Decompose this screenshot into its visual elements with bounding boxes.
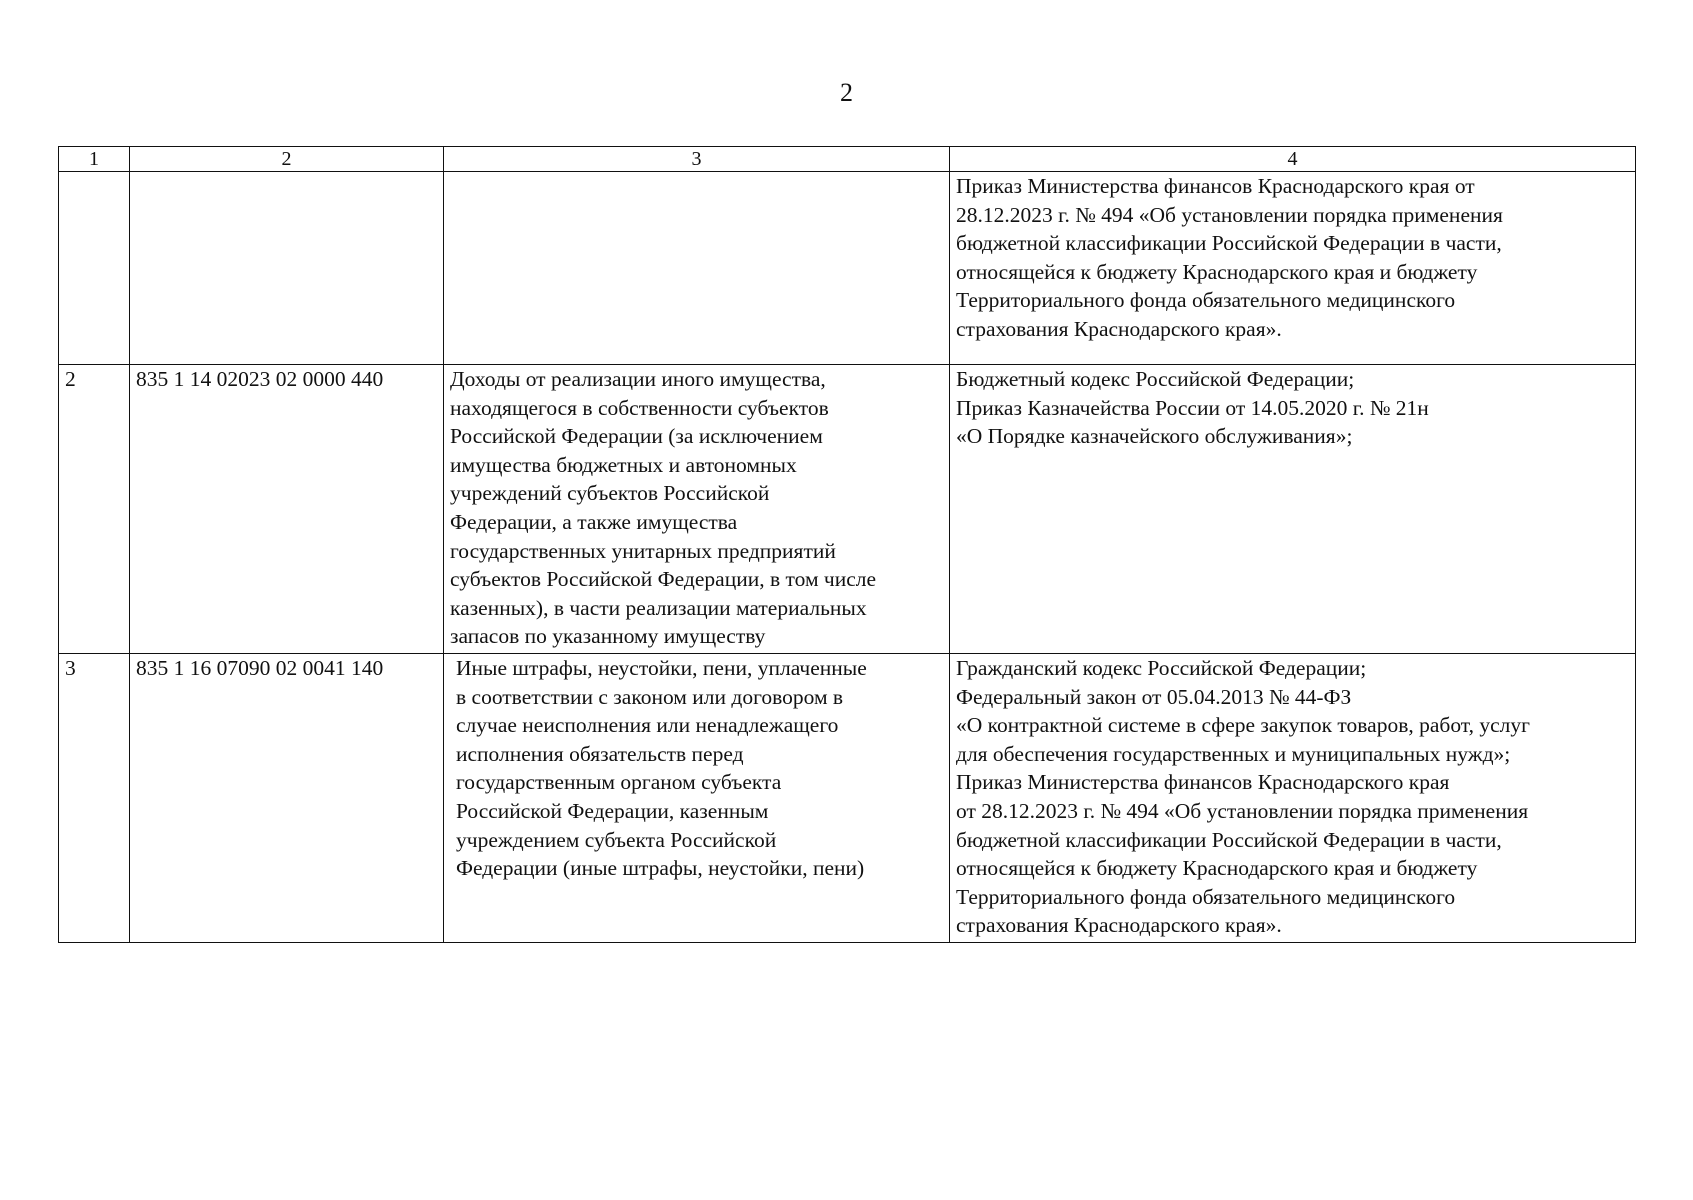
description-line: исполнения обязательств перед [456, 741, 744, 766]
budget-code-cell: 835 1 16 07090 02 0041 140 [130, 654, 444, 943]
legal-basis-line: Приказ Казначейства России от 14.05.2020 г. № 21н [956, 395, 1429, 420]
budget-income-table [58, 146, 1636, 943]
column-number-1: 1 [59, 147, 130, 172]
legal-basis-line: для обеспечения государственных и муниципальных нужд»; [956, 741, 1511, 766]
row-number-cell: 3 [59, 654, 130, 943]
description-line: Российской Федерации (за исключением [450, 424, 823, 449]
row-number-cell [59, 172, 130, 365]
table-header-row [59, 147, 1636, 172]
description-line: Российской Федерации, казенным [456, 798, 769, 823]
column-number-3: 3 [444, 147, 950, 172]
table-row [59, 365, 1636, 654]
income-description-cell [444, 654, 950, 943]
description-line: государственных унитарных предприятий [450, 538, 836, 563]
description-line: казенных), в части реализации материальных [450, 595, 867, 620]
income-description-cell [444, 172, 950, 365]
budget-code-cell: 835 1 14 02023 02 0000 440 [130, 365, 444, 654]
legal-basis-cell [950, 654, 1636, 943]
description-line: в соответствии с законом или договором в [456, 684, 844, 709]
legal-basis-line: Бюджетный кодекс Российской Федерации; [956, 367, 1355, 391]
legal-basis-line: бюджетной классификации Российской Федерации в части, [956, 231, 1502, 256]
column-number-4: 4 [950, 147, 1636, 172]
legal-basis-line: «О Порядке казначейского обслуживания»; [956, 424, 1353, 449]
legal-basis-line: от 28.12.2023 г. № 494 «Об установлении порядка применения [956, 798, 1529, 823]
description-line: Федерации (иные штрафы, неустойки, пени) [456, 856, 865, 881]
legal-basis-cell [950, 172, 1636, 365]
legal-basis-line: 28.12.2023 г. № 494 «Об установлении порядка применения [956, 202, 1503, 227]
column-number-2: 2 [130, 147, 444, 172]
legal-basis-line: бюджетной классификации Российской Федерации в части, [956, 827, 1502, 852]
legal-basis-line: страхования Краснодарского края». [956, 316, 1282, 341]
description-line: субъектов Российской Федерации, в том числе [450, 567, 877, 592]
legal-basis-line: относящейся к бюджету Краснодарского края и бюджету [956, 259, 1478, 284]
description-line: учреждением субъекта Российской [456, 827, 777, 852]
legal-basis-line: Приказ Министерства финансов Краснодарского края от [956, 174, 1475, 198]
legal-basis-line: относящейся к бюджету Краснодарского края и бюджету [956, 856, 1478, 881]
legal-basis-line: Федеральный закон от 05.04.2013 № 44-ФЗ [956, 684, 1352, 709]
description-line: имущества бюджетных и автономных [450, 452, 797, 477]
legal-basis-line: Территориального фонда обязательного медицинского [956, 884, 1456, 909]
description-line: Иные штрафы, неустойки, пени, уплаченные [456, 656, 867, 680]
income-description-cell [444, 365, 950, 654]
description-line: учреждений субъектов Российской [450, 481, 770, 506]
table-row [59, 654, 1636, 943]
description-line: Федерации, а также имущества [450, 509, 738, 534]
legal-basis-line: «О контрактной системе в сфере закупок товаров, работ, услуг [956, 713, 1530, 738]
legal-basis-line: страхования Краснодарского края». [956, 913, 1282, 938]
legal-basis-line: Территориального фонда обязательного медицинского [956, 288, 1456, 313]
table-row [59, 172, 1636, 365]
description-line: находящегося в собственности субъектов [450, 395, 829, 420]
row-number-cell: 2 [59, 365, 130, 654]
legal-basis-cell [950, 365, 1636, 654]
budget-code-cell [130, 172, 444, 365]
legal-basis-line: Гражданский кодекс Российской Федерации; [956, 656, 1367, 680]
description-line: запасов по указанному имуществу [450, 624, 766, 649]
description-line: случае неисполнения или ненадлежащего [456, 713, 839, 738]
description-line: Доходы от реализации иного имущества, [450, 367, 826, 391]
description-line: государственным органом субъекта [456, 770, 782, 795]
legal-basis-line: Приказ Министерства финансов Краснодарского края [956, 770, 1450, 795]
page-number: 2 [840, 78, 853, 107]
